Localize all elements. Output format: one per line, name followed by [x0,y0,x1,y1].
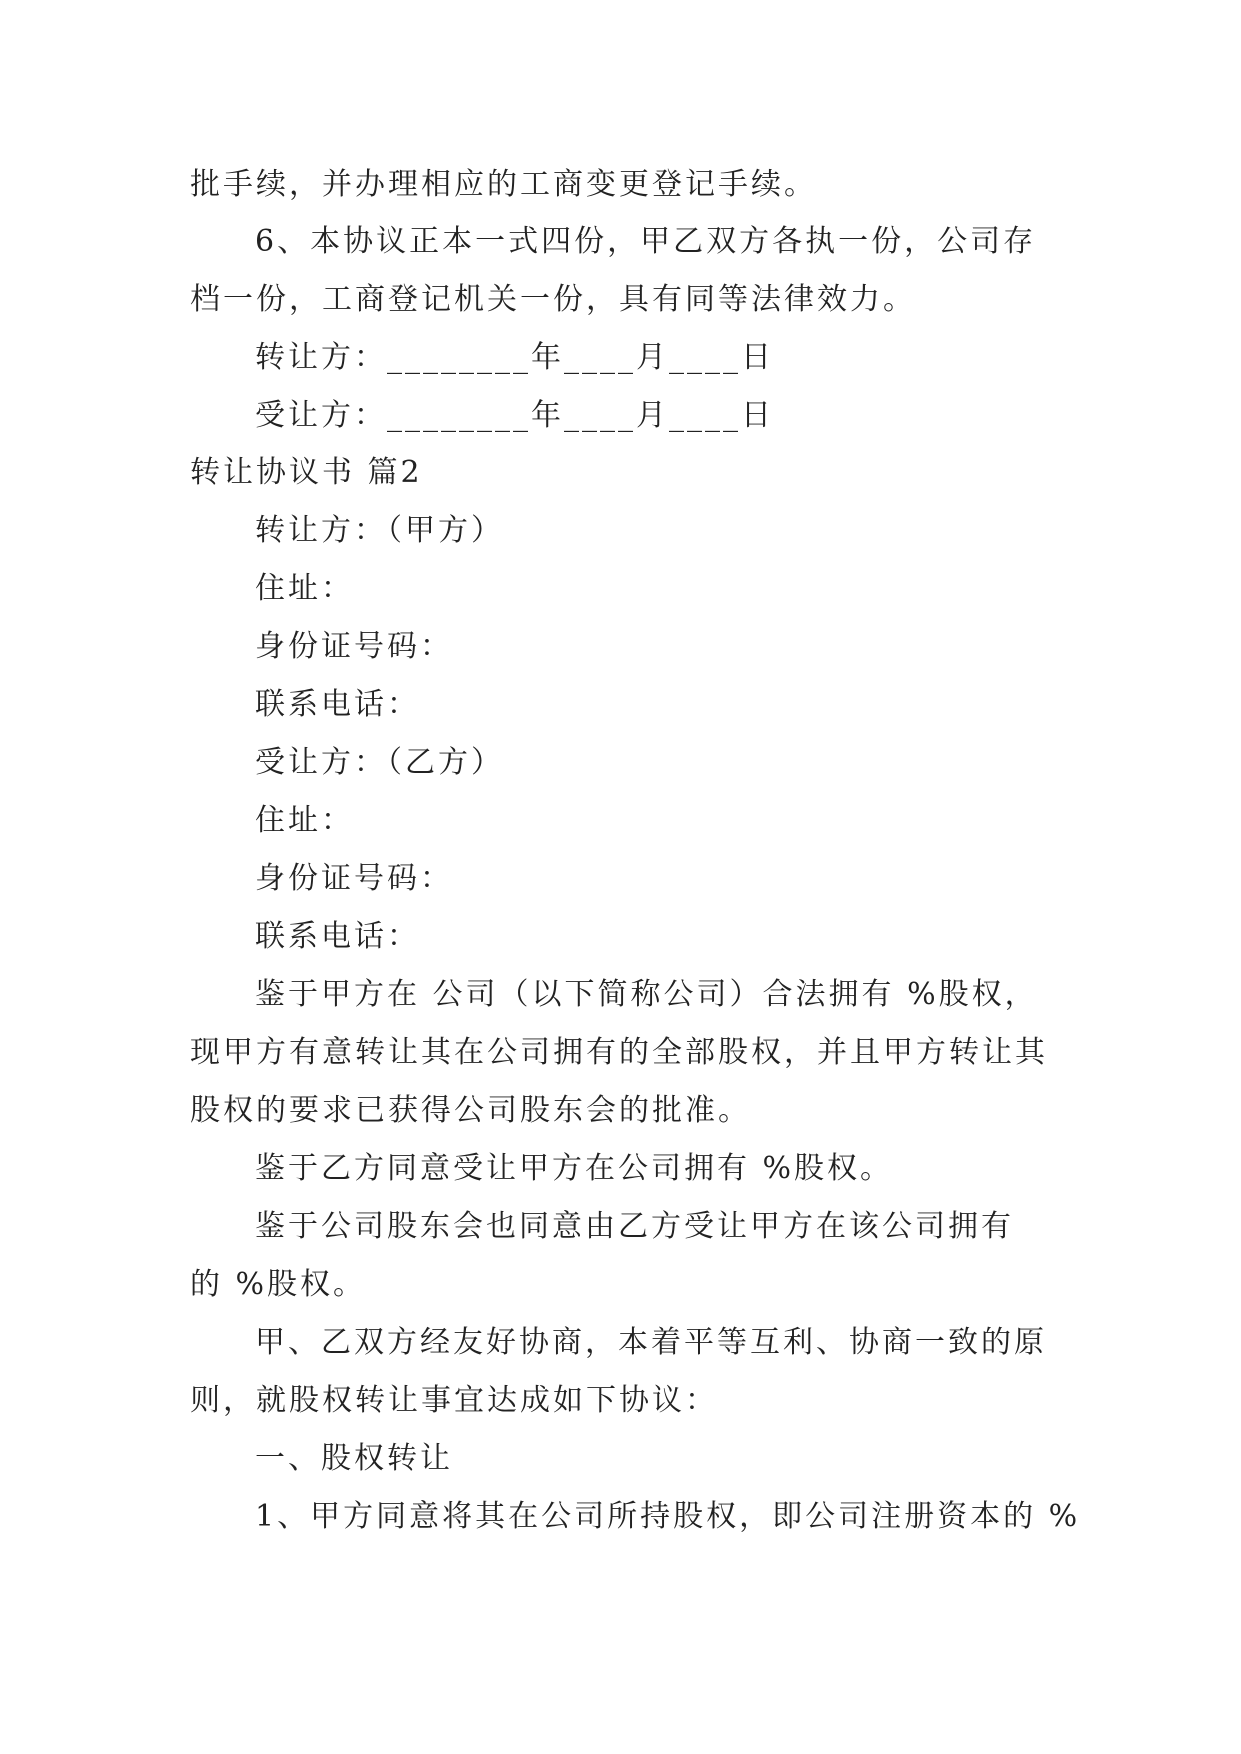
clause-heading: 一、股权转让 [255,1441,453,1476]
field-label: 联系电话： [255,687,420,722]
paragraph-line: 的 %股权。 [190,1267,367,1302]
field-label: 住址： [255,571,354,606]
party-label: 受让方：（乙方） [255,745,504,780]
section-heading: 转让协议书 篇2 [190,455,423,490]
paragraph-line: 鉴于甲方在 公司（以下简称公司）合法拥有 %股权， [255,977,1038,1012]
field-label: 身份证号码： [255,861,453,896]
paragraph-line: 甲、乙双方经友好协商，本着平等互利、协商一致的原 [255,1325,1047,1360]
field-label: 联系电话： [255,919,420,954]
paragraph-line: 股权的要求已获得公司股东会的批准。 [190,1093,751,1128]
signature-line-transferor: 转让方：________年____月____日 [255,340,774,375]
paragraph-line: 现甲方有意转让其在公司拥有的全部股权，并且甲方转让其 [190,1035,1048,1070]
field-label: 住址： [255,803,354,838]
paragraph-line: 1、甲方同意将其在公司所持股权，即公司注册资本的 % [255,1499,1081,1534]
party-label: 转让方：（甲方） [255,513,504,548]
paragraph-line: 批手续，并办理相应的工商变更登记手续。 [190,167,817,202]
field-label: 身份证号码： [255,629,453,664]
paragraph-line: 6、本协议正本一式四份，甲乙双方各执一份，公司存 [255,224,1037,259]
paragraph-line: 鉴于公司股东会也同意由乙方受让甲方在该公司拥有 [255,1209,1014,1244]
signature-line-transferee: 受让方：________年____月____日 [255,398,774,433]
paragraph-line: 档一份，工商登记机关一份，具有同等法律效力。 [190,282,916,317]
paragraph-line: 则，就股权转让事宜达成如下协议： [190,1383,718,1418]
paragraph-line: 鉴于乙方同意受让甲方在公司拥有 %股权。 [255,1151,894,1186]
